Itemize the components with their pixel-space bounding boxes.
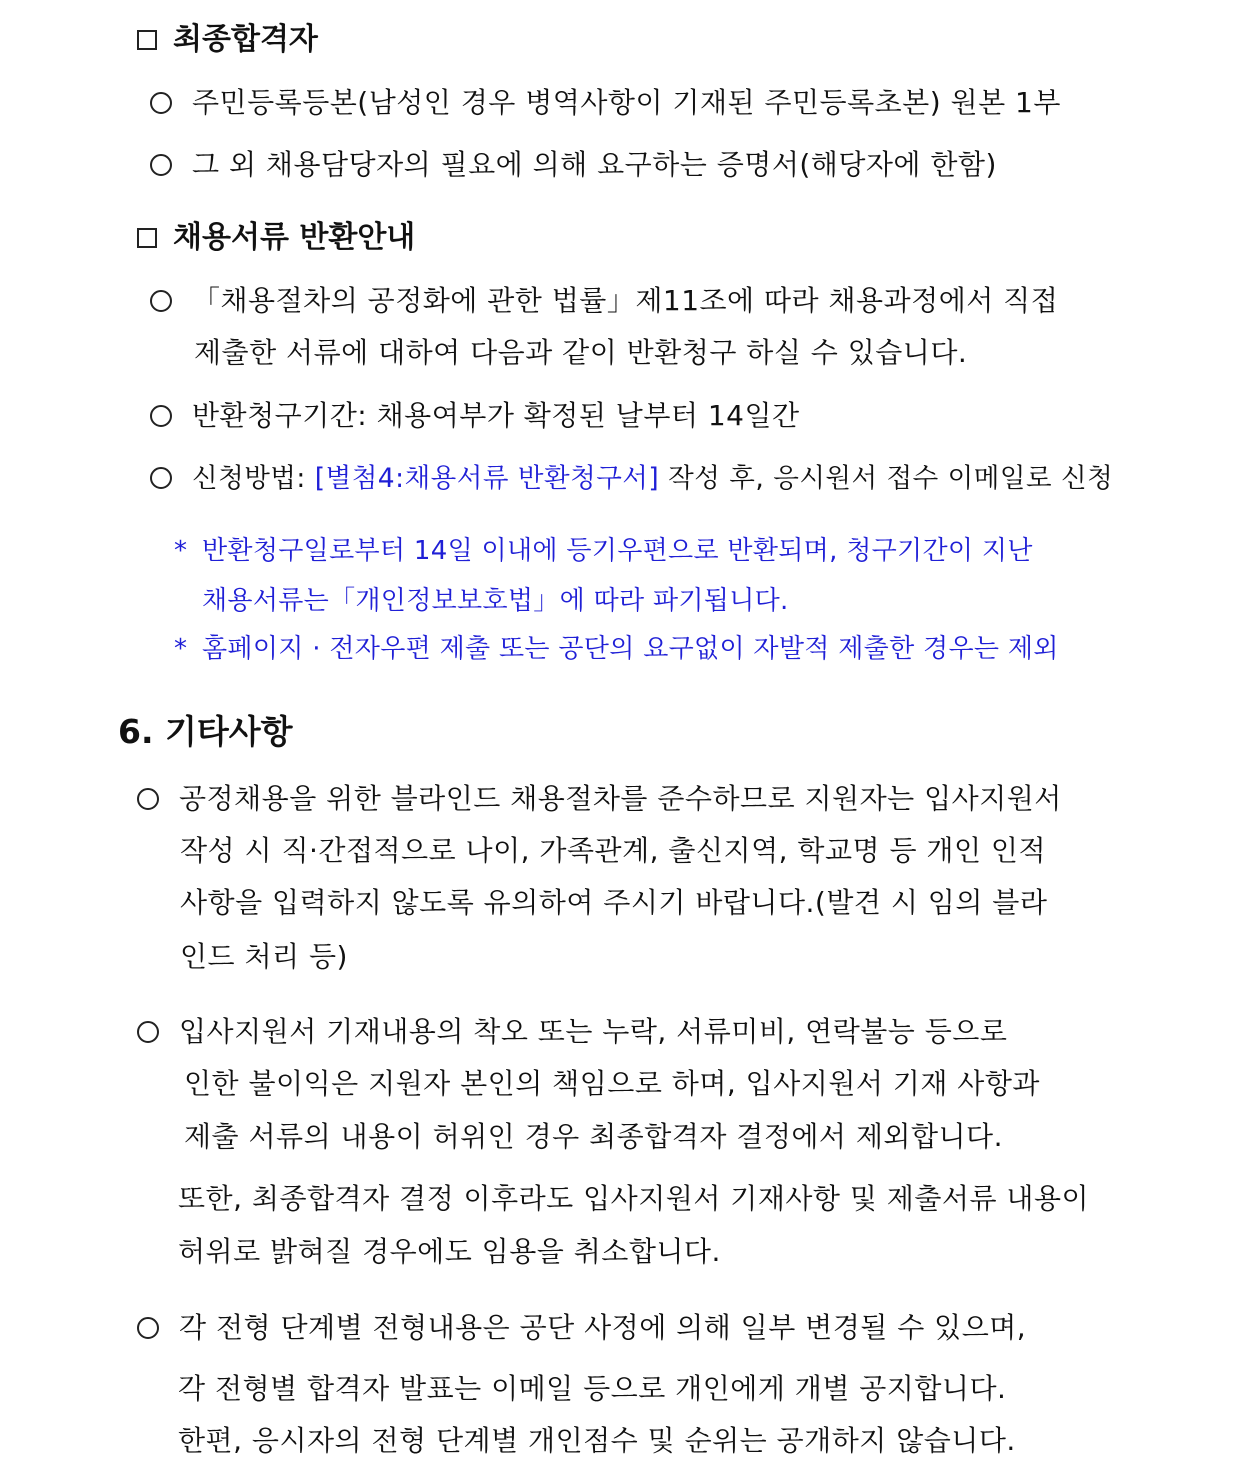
return-docs-heading: 채용서류 반환안내: [137, 220, 415, 256]
section6-p3-line3: 한편, 응시자의 전형 단계별 개인점수 및 순위는 공개하지 않습니다.: [178, 1424, 1016, 1457]
final-pass-heading: 최종합격자: [137, 22, 318, 58]
checkbox-square-icon: [137, 30, 157, 50]
section6-p2-line2: 인한 불이익은 지원자 본인의 책임으로 하며, 입사지원서 기재 사항과: [184, 1067, 1040, 1100]
note-1-cont: 채용서류는「개인정보보호법」에 따라 파기됩니다.: [202, 586, 789, 616]
circle-bullet-icon: [150, 405, 172, 427]
note-2: * 홈페이지 · 전자우편 제출 또는 공단의 요구없이 자발적 제출한 경우는 제외: [174, 634, 1059, 664]
circle-bullet-icon: [137, 1317, 159, 1339]
asterisk-icon: *: [174, 634, 188, 664]
return-docs-item-3: 신청방법: [별첨4:채용서류 반환청구서] 작성 후, 응시원서 접수 이메일로 신청: [150, 463, 1113, 495]
circle-bullet-icon: [150, 290, 172, 312]
circle-bullet-icon: [150, 467, 172, 489]
section6-p1-line2: 작성 시 직·간접적으로 나이, 가족관계, 출신지역, 학교명 등 개인 인적: [180, 834, 1047, 867]
section6-p2-line3: 제출 서류의 내용이 허위인 경우 최종합격자 결정에서 제외합니다.: [184, 1120, 1004, 1153]
section6-p1-line4: 인드 처리 등): [180, 940, 348, 973]
section6-p1-line1: 공정채용을 위한 블라인드 채용절차를 준수하므로 지원자는 입사지원서: [137, 782, 1062, 816]
circle-bullet-icon: [150, 92, 172, 114]
note-1: * 반환청구일로부터 14일 이내에 등기우편으로 반환되며, 청구기간이 지난: [174, 536, 1033, 566]
circle-bullet-icon: [150, 154, 172, 176]
circle-bullet-icon: [137, 788, 159, 810]
checkbox-square-icon: [137, 228, 157, 248]
section6-p3-line2: 각 전형별 합격자 발표는 이메일 등으로 개인에게 개별 공지합니다.: [178, 1372, 1007, 1405]
section6-p2-line1: 입사지원서 기재내용의 착오 또는 누락, 서류미비, 연락불능 등으로: [137, 1015, 1007, 1049]
final-pass-item-2: 그 외 채용담당자의 필요에 의해 요구하는 증명서(해당자에 한함): [150, 148, 997, 182]
section6-p1-line3: 사항을 입력하지 않도록 유의하여 주시기 바랍니다.(발견 시 임의 블라: [180, 886, 1048, 919]
circle-bullet-icon: [137, 1021, 159, 1043]
section-6-title: 6. 기타사항: [118, 712, 293, 751]
return-docs-item-1-cont: 제출한 서류에 대하여 다음과 같이 반환청구 하실 수 있습니다.: [194, 336, 968, 369]
section6-p3-line1: 각 전형 단계별 전형내용은 공단 사정에 의해 일부 변경될 수 있으며,: [137, 1311, 1026, 1345]
asterisk-icon: *: [174, 536, 188, 566]
section6-p2-line5: 허위로 밝혀질 경우에도 임용을 취소합니다.: [178, 1235, 721, 1268]
attachment-reference: [별첨4:채용서류 반환청구서]: [314, 463, 660, 494]
return-docs-item-2: 반환청구기간: 채용여부가 확정된 날부터 14일간: [150, 399, 800, 433]
final-pass-item-1: 주민등록등본(남성인 경우 병역사항이 기재된 주민등록초본) 원본 1부: [150, 86, 1061, 120]
return-docs-item-1: 「채용절차의 공정화에 관한 법률」제11조에 따라 채용과정에서 직접: [150, 284, 1058, 318]
section6-p2-line4: 또한, 최종합격자 결정 이후라도 입사지원서 기재사항 및 제출서류 내용이: [178, 1182, 1090, 1215]
